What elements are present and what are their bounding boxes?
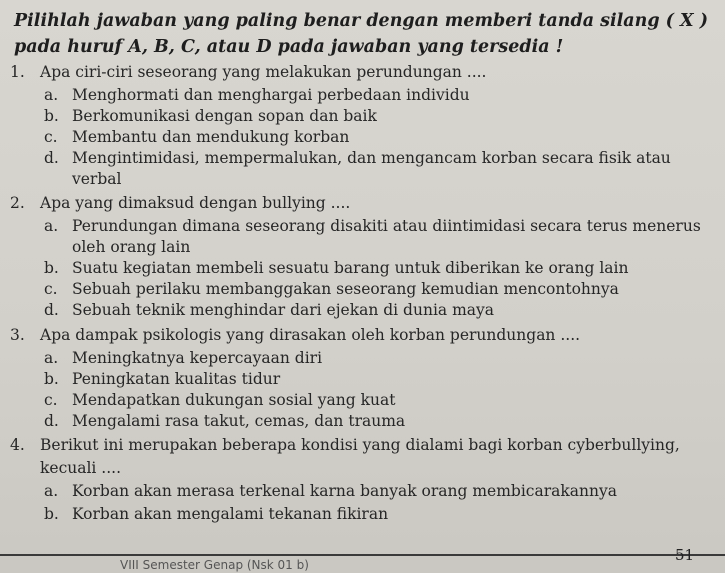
option-label: b. [44,370,59,388]
option-2a-continuation: oleh orang lain [72,238,191,256]
question-1 [10,63,486,81]
page-number: 51 [675,546,695,564]
option-text: Perundungan dimana seseorang disakiti atau diintimidasi secara terus menerus [72,217,701,235]
option-1b[interactable] [44,107,377,125]
option-label: b. [44,259,59,277]
option-1d-continuation: verbal [72,170,122,188]
footer-text: VIII Semester Genap (Nsk 01 b) [120,558,309,572]
question-4 [10,436,680,454]
question-number: 1. [10,63,25,81]
question-text: Apa dampak psikologis yang dirasakan oleh korban perundungan .... [40,326,581,344]
option-text: Menghormati dan menghargai perbedaan individu [72,86,470,104]
option-label: a. [44,217,59,235]
footer-rule [0,554,725,556]
option-text: Korban akan mengalami tekanan fikiran [72,505,389,523]
option-label: c. [44,128,58,146]
option-text: Sebuah perilaku membanggakan seseorang kemudian mencontohnya [72,280,619,298]
option-label: a. [44,86,59,104]
option-text: Berkomunikasi dengan sopan dan baik [72,107,377,125]
option-label: d. [44,301,59,319]
instruction-line-1: Pilihlah jawaban yang paling benar dengan memberi tanda silang ( X ) [14,11,708,31]
question-3 [10,326,580,344]
option-text: Membantu dan mendukung korban [72,128,350,146]
option-label: b. [44,107,59,125]
question-text: Berikut ini merupakan beberapa kondisi yang dialami bagi korban cyberbullying, [40,436,680,454]
instructions [14,8,714,60]
question-number: 2. [10,194,25,212]
option-2a[interactable] [44,217,701,235]
option-4a[interactable] [44,482,617,500]
instruction-line-2: pada huruf A, B, C, atau D pada jawaban yang tersedia ! [14,37,564,57]
option-3d[interactable] [44,412,405,430]
option-label: c. [44,391,58,409]
question-4-continuation: kecuali .... [40,459,122,477]
option-1d[interactable] [44,149,671,167]
option-1c[interactable] [44,128,349,146]
question-text: Apa ciri-ciri seseorang yang melakukan perundungan .... [40,63,487,81]
option-label: a. [44,482,59,500]
option-3b[interactable] [44,370,280,388]
option-text: Sebuah teknik menghindar dari ejekan di dunia maya [72,301,495,319]
option-text: Mengintimidasi, mempermalukan, dan mengancam korban secara fisik atau [72,149,671,167]
option-3c[interactable] [44,391,395,409]
option-text: Mendapatkan dukungan sosial yang kuat [72,391,396,409]
option-2c[interactable] [44,280,619,298]
question-2 [10,194,350,212]
option-label: a. [44,349,59,367]
option-text: Mengalami rasa takut, cemas, dan trauma [72,412,406,430]
question-number: 3. [10,326,25,344]
option-text: Meningkatnya kepercayaan diri [72,349,323,367]
option-text: Suatu kegiatan membeli sesuatu barang untuk diberikan ke orang lain [72,259,629,277]
option-text: Peningkatan kualitas tidur [72,370,281,388]
option-text: Korban akan merasa terkenal karna banyak orang membicarakannya [72,482,617,500]
option-label: b. [44,505,59,523]
option-3a[interactable] [44,349,322,367]
option-4b[interactable] [44,505,388,523]
option-2b[interactable] [44,259,628,277]
option-label: d. [44,149,59,167]
question-number: 4. [10,436,25,454]
option-2d[interactable] [44,301,494,319]
question-text: Apa yang dimaksud dengan bullying .... [40,194,351,212]
option-1a[interactable] [44,86,470,104]
option-label: d. [44,412,59,430]
option-label: c. [44,280,58,298]
